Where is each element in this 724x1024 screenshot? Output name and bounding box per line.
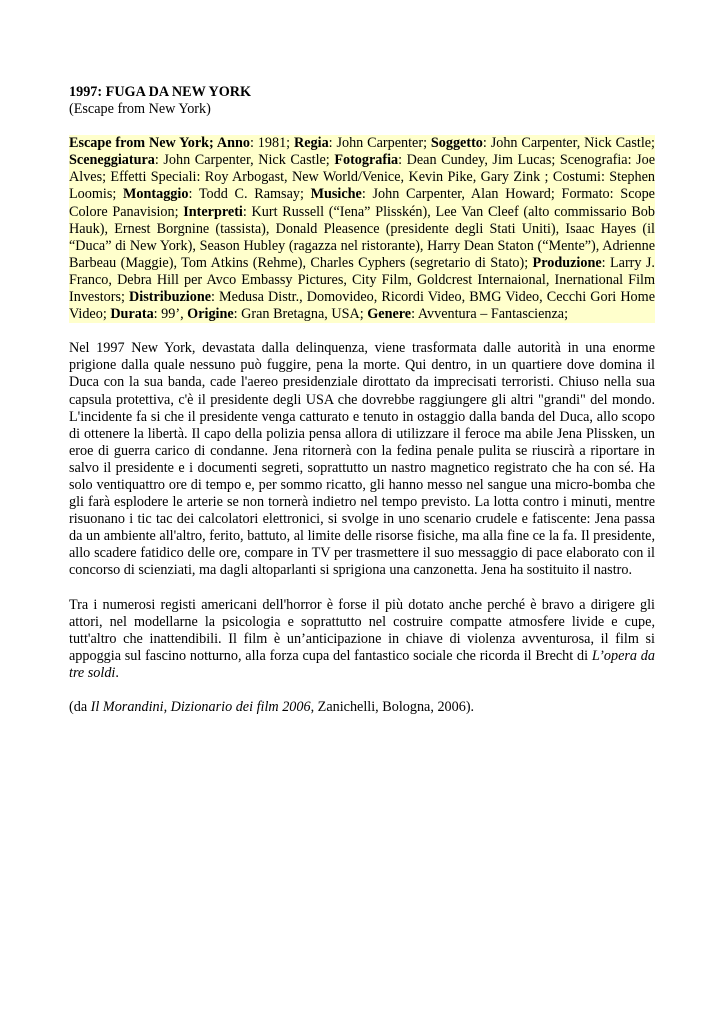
- credit-label: Produzione: [532, 254, 602, 271]
- credit-label: Genere: [367, 306, 412, 323]
- plot-paragraph: Nel 1997 New York, devastata dalla delinquenza, viene trasformata dalle autorità in una enorme prigione dalla quale nessuno può fuggire, pena la morte. Qui dentro, in un quartiere dove domina il Duca con la sua banda, cade l'aereo presidenziale dirottato da imprecisati terroristi. Chiuso nella sua capsula protettiva, c'è il presidente degli USA che dovrebbe raggiungere gli altri "grandi" del mondo. L'incidente fa si che il presidente venga catturato e tenuto in ostaggio dalla banda del Duca, allo scopo di ottenere la libertà. Il capo della polizia pensa allora di utilizzare il feroce ma abile Jena Plissken, un eroe di guerra carico di condanne. Jena ritornerà con la fedina penale pulita se riuscirà a riportare in salvo il presidente e i documenti segreti, soprattutto un nastro magnetico registrato che ha con sé. Ha solo ventiquattro ore di tempo e, per sommo ricatto, gli hanno messo nel sangue una micro-bomba che gli farà esplodere le arterie se non tornerà indietro nel tempo previsto. La lotta contro i minuti, mentre risuonano i tic tac dei calcolatori elettronici, si svolge in uno scenario crudele e fatiscente: Jena passa da un ambiente all'altro, ferito, battuto, al limite delle risorse fisiche, ma alla fine ce la fa. Il presidente, allo scadere fatidico delle ore, compare in TV per trasmettere il suo messaggio di pace elaborato con il concorso di scienziati, ma dagli altoparlanti si sprigiona una canzonetta. Jena ha sostituito il nastro.: [69, 340, 655, 579]
- document-title: 1997: FUGA DA NEW YORK: [69, 84, 252, 100]
- source-suffix: , Zanichelli, Bologna, 2006).: [310, 699, 475, 715]
- source-citation: [69, 699, 655, 716]
- source-title: Il Morandini, Dizionario dei film 2006: [90, 699, 311, 715]
- review-text: Tra i numerosi registi americani dell'horror è forse il più dotato anche perché è bravo a dirigere gli attori, nel modellarne la psicologia e soprattutto nel costruire compatte atmosfere livide e cupe, tutt'altro che inattendibili. Il film è un’anticipazione in chiave di violenza avventurosa, il film si appoggia sul fascino notturno, alla forza cupa del fantastico sociale che ricorda il Brecht di: [69, 596, 655, 664]
- credit-label: Soggetto: [430, 135, 483, 152]
- credit-value: : Kurt Russell (“Iena” Plisskén), Lee Van Cleef (alto commissario Bob Hauk), Ernest Borgnine (tassista), Donald Pleasence (presidente degli Stati Uniti), Isaac Hayes (il “Duca” di New York), Season Hubley (ragazza nel ristorante), Harry Dean Staton (“Mente”), Adrienne Barbeau (Maggie), Tom Atkins (Rehme), Charles Cyphers (segretario di Stato);: [69, 203, 655, 271]
- credit-label: Durata: [110, 306, 154, 323]
- credit-label: Origine: [187, 306, 234, 323]
- document-subtitle: (Escape from New York): [69, 101, 211, 118]
- review-paragraph: [69, 597, 655, 682]
- credit-value: : 1981;: [249, 135, 294, 152]
- credit-value: : John Carpenter, Nick Castle;: [482, 135, 655, 152]
- credit-label: Distribuzione: [129, 289, 212, 306]
- credit-value: : Dean Cundey, Jim Lucas; Scenografia: Joe Alves; Effetti Speciali: Roy Arbogast, New World/Venice, Kevin Pike, Gary Zink ; Costumi: Stephen Loomis;: [69, 152, 656, 203]
- credit-value: : Medusa Distr., Domovideo, Ricordi Video, BMG Video, Cecchi Gori Home Video;: [69, 289, 655, 323]
- credit-label: Regia: [293, 135, 329, 152]
- credit-value: : John Carpenter;: [328, 135, 431, 152]
- credit-value: : John Carpenter, Nick Castle;: [154, 152, 335, 169]
- credit-label: Fotografia: [334, 152, 399, 169]
- credit-value: : 99’,: [153, 306, 188, 323]
- source-prefix: (da: [69, 699, 91, 715]
- credit-label: Montaggio: [123, 186, 189, 203]
- credit-label: Escape from New York; Anno: [69, 135, 250, 152]
- credit-value: : Larry J. Franco, Debra Hill per Avco Embassy Pictures, City Film, Goldcrest Internaional, Inernational Film Investors;: [69, 254, 655, 306]
- credit-value: : John Carpenter, Alan Howard; Formato: Scope Colore Panavision;: [69, 186, 655, 220]
- credits-block: [69, 135, 655, 323]
- credit-label: Interpreti: [183, 203, 243, 220]
- review-italic-title: L’opera da tre soldi: [69, 647, 655, 681]
- credit-value: : Avventura – Fantascienza;: [411, 306, 569, 323]
- credit-label: Sceneggiatura: [69, 152, 155, 169]
- credit-value: : Todd C. Ramsay;: [188, 186, 311, 203]
- credit-value: : Gran Bretagna, USA;: [233, 306, 368, 323]
- review-end: .: [115, 664, 119, 681]
- document-page: [69, 84, 655, 733]
- credit-label: Musiche: [310, 186, 362, 203]
